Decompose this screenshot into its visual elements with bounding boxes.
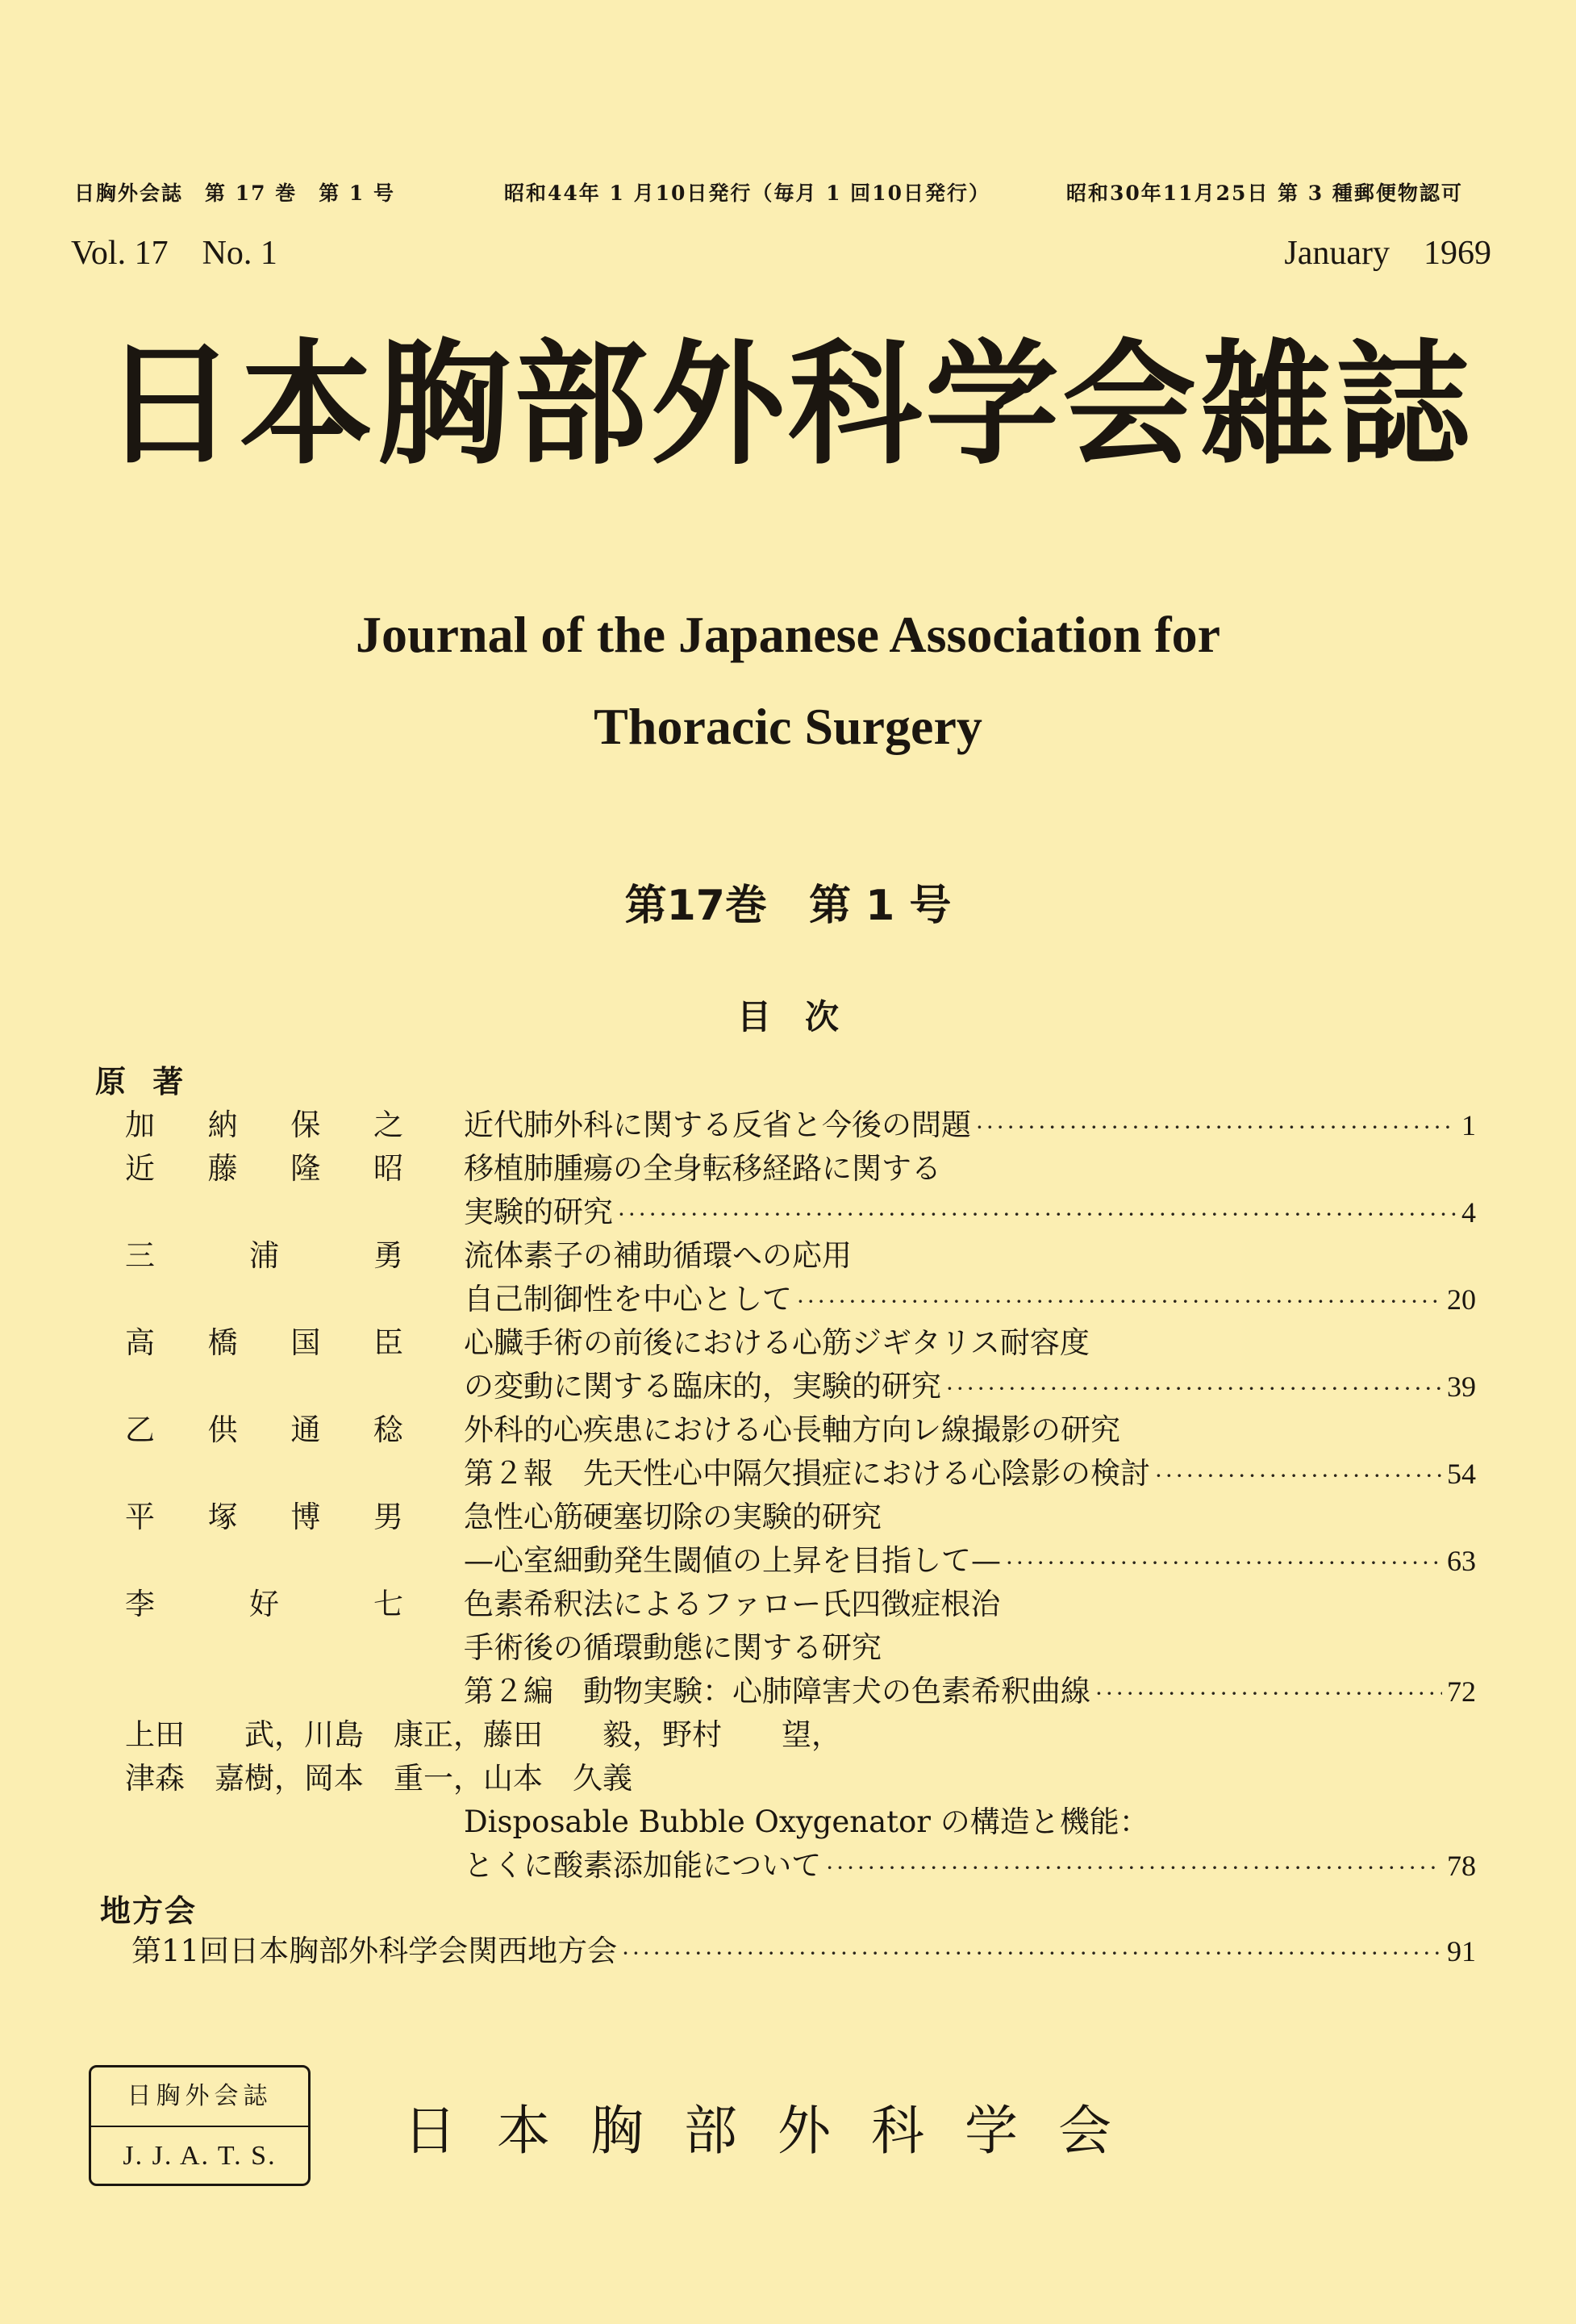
toc-entry-row[interactable] — [125, 1583, 1476, 1626]
group-authors-row — [125, 1713, 1476, 1757]
toc-entry-row[interactable] — [125, 1278, 1476, 1321]
leader-dots — [622, 1932, 1442, 1976]
toc-entry-row[interactable] — [125, 1626, 1476, 1670]
article-author — [125, 1147, 403, 1191]
author-char: 七 — [373, 1587, 403, 1621]
journal-title-en — [0, 589, 1576, 773]
group-article-authors: 津森 嘉樹，岡本 重一，山本 久義 — [125, 1761, 632, 1796]
toc-entry-row[interactable] — [125, 1452, 1476, 1496]
article-title: 急性心筋硬塞切除の実験的研究 — [464, 1500, 882, 1534]
toc-entry-row[interactable] — [125, 1191, 1476, 1234]
toc-entry-row[interactable] — [125, 1234, 1476, 1278]
toc-entry-row[interactable] — [125, 1539, 1476, 1583]
toc-entry-row[interactable] — [125, 1408, 1476, 1452]
author-char: 近 — [125, 1151, 155, 1186]
page-number: 20 — [1447, 1283, 1476, 1316]
page-number: 1 — [1461, 1109, 1476, 1141]
issue-label: 第17巻 第 1 号 — [624, 882, 952, 930]
page-number: 91 — [1447, 1935, 1476, 1967]
article-title: 自己制御性を中心として — [464, 1282, 792, 1316]
author-char: 納 — [207, 1108, 238, 1142]
page-number: 39 — [1447, 1371, 1476, 1403]
author-char: 乙 — [125, 1412, 155, 1447]
author-char: 供 — [207, 1412, 238, 1447]
page-number: 72 — [1447, 1675, 1476, 1708]
article-author — [125, 1104, 403, 1147]
article-author — [125, 1583, 403, 1626]
article-title: 心臓手術の前後における心筋ジギタリス耐容度 — [464, 1325, 1090, 1360]
article-author — [125, 1234, 403, 1278]
journal-title-en-line2: Thoracic Surgery — [594, 698, 982, 755]
toc-entry-row[interactable] — [125, 1365, 1476, 1408]
article-author — [125, 1408, 403, 1452]
leader-dots — [826, 1846, 1442, 1890]
publisher-society: 日本胸部外科学会 — [403, 2100, 1152, 2162]
article-title: 移植肺腫瘍の全身転移経路に関する — [464, 1151, 941, 1186]
author-char: 好 — [249, 1587, 279, 1621]
author-char: 博 — [290, 1500, 321, 1534]
article-title: 色素希釈法によるファロー氏四徴症根治 — [464, 1587, 1001, 1621]
author-char: 昭 — [373, 1151, 403, 1186]
page-number: 4 — [1461, 1196, 1476, 1229]
author-char: 橋 — [207, 1325, 238, 1360]
article-title: Disposable Bubble Oxygenator の構造と機能： — [464, 1805, 1149, 1839]
leader-dots — [618, 1193, 1457, 1237]
article-title: とくに酸素添加能について — [464, 1848, 822, 1883]
group-article-authors: 上田 武，川島 康正，藤田 毅，野村 望， — [125, 1717, 841, 1752]
regional-meeting-title: 第11回日本胸部外科学会関西地方会 — [131, 1934, 618, 1968]
journal-title-en-line1: Journal of the Japanese Association for — [356, 606, 1220, 663]
author-char: 塚 — [207, 1500, 238, 1534]
table-of-contents-heading: 目 次 — [736, 997, 839, 1037]
author-char: 保 — [290, 1108, 321, 1142]
journal-abbrev-badge — [89, 2065, 311, 2186]
author-char: 加 — [125, 1108, 155, 1142]
leader-dots — [1155, 1454, 1442, 1498]
header-publication-date-jp: 昭和44年 1 月10日発行（毎月 1 回10日発行） — [504, 181, 990, 205]
toc-entry-row[interactable] — [125, 1800, 1476, 1844]
article-title: 近代肺外科に関する反省と今後の問題 — [464, 1108, 971, 1142]
journal-title-jp: 日本胸部外科学会雑誌 — [102, 328, 1474, 483]
toc-entry-row[interactable] — [125, 1670, 1476, 1713]
toc-entry-row[interactable] — [125, 1147, 1476, 1191]
header-postal-permit: 昭和30年11月25日 第 3 種郵便物認可 — [1066, 181, 1463, 205]
article-author — [125, 1321, 403, 1365]
section-regional-meeting: 地方会 — [100, 1893, 198, 1929]
article-title: の変動に関する臨床的，実験的研究 — [464, 1369, 941, 1404]
page-number: 63 — [1447, 1545, 1476, 1577]
article-title: 流体素子の補助循環への応用 — [464, 1238, 852, 1273]
author-char: 高 — [125, 1325, 155, 1360]
toc-entry-row[interactable] — [125, 1496, 1476, 1539]
author-char: 男 — [373, 1500, 403, 1534]
article-title: 実験的研究 — [464, 1195, 613, 1229]
group-authors-row — [125, 1757, 1476, 1800]
author-char: 通 — [290, 1412, 321, 1447]
author-char: 臣 — [373, 1325, 403, 1360]
badge-abbrev-jp: 日胸外会誌 — [91, 2067, 308, 2127]
toc-entry-row[interactable] — [125, 1844, 1476, 1888]
leader-dots — [797, 1280, 1442, 1324]
leader-dots — [1095, 1672, 1442, 1716]
article-title: —心室細動発生閾値の上昇を目指して— — [464, 1543, 1001, 1578]
author-char: 平 — [125, 1500, 155, 1534]
article-title: 外科的心疾患における心長軸方向レ線撮影の研究 — [464, 1412, 1120, 1447]
regional-meeting-entry[interactable] — [131, 1930, 1476, 1973]
issue-date: January 1969 — [1284, 235, 1491, 272]
author-char: 浦 — [249, 1238, 279, 1273]
article-title: 手術後の循環動態に関する研究 — [464, 1630, 882, 1665]
article-author — [125, 1496, 403, 1539]
article-title: 第２報 先天性心中隔欠損症における心陰影の検討 — [464, 1456, 1150, 1491]
page-number: 78 — [1447, 1850, 1476, 1882]
author-char: 稔 — [373, 1412, 403, 1447]
section-original-articles: 原 著 — [95, 1064, 192, 1099]
volume-number: Vol. 17 No. 1 — [71, 235, 277, 272]
badge-abbrev-en: J. J. A. T. S. — [123, 2141, 277, 2171]
author-char: 隆 — [290, 1151, 321, 1186]
article-title: 第２編 動物実験：心肺障害犬の色素希釈曲線 — [464, 1674, 1090, 1709]
leader-dots — [1006, 1542, 1442, 1585]
leader-dots — [976, 1106, 1457, 1149]
toc-entry-row[interactable] — [125, 1104, 1476, 1147]
leader-dots — [946, 1367, 1442, 1411]
author-char: 之 — [373, 1108, 403, 1142]
author-char: 国 — [290, 1325, 321, 1360]
page-number: 54 — [1447, 1458, 1476, 1490]
author-char: 勇 — [373, 1238, 403, 1273]
author-char: 三 — [125, 1238, 155, 1273]
author-char: 李 — [125, 1587, 155, 1621]
toc-entry-row[interactable] — [125, 1321, 1476, 1365]
header-journal-abbrev: 日胸外会誌 第 17 巻 第 1 号 — [74, 181, 396, 205]
author-char: 藤 — [207, 1151, 238, 1186]
